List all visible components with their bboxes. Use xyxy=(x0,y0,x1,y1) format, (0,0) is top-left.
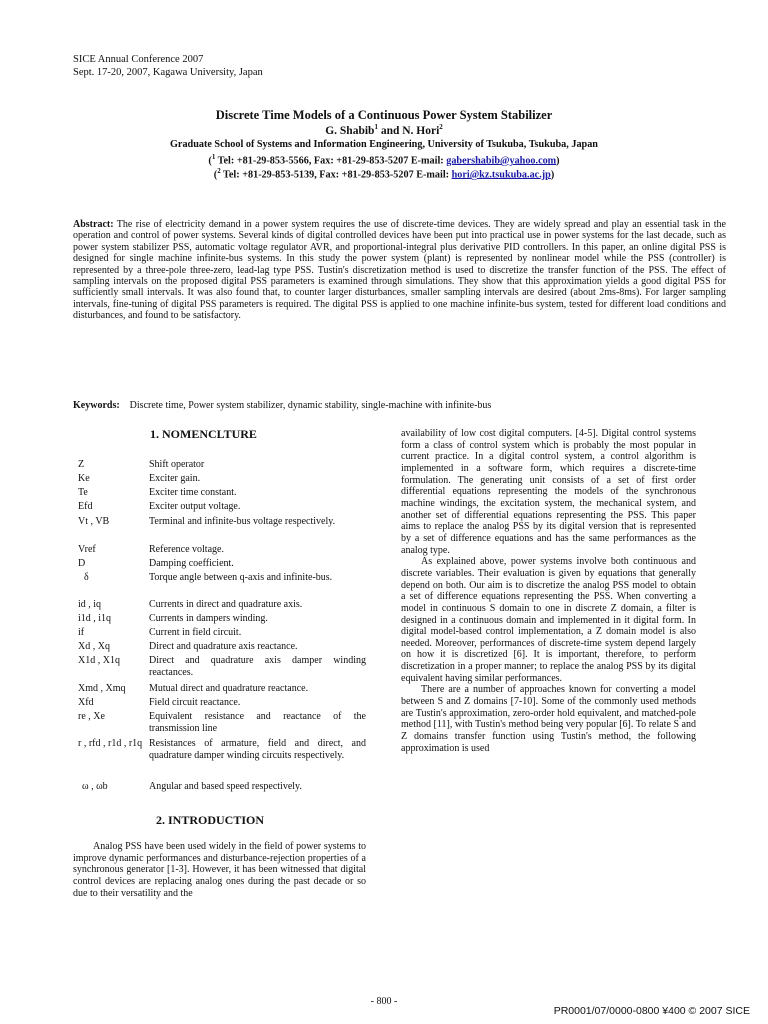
nomenclature-symbol: Vref xyxy=(78,544,96,555)
nomenclature-symbol: Te xyxy=(78,487,88,498)
abstract-label: Abstract: xyxy=(73,219,114,230)
email-link-2[interactable]: hori@kz.tsukuba.ac.jp xyxy=(451,169,551,181)
nomenclature-definition: Direct and quadrature axis reactance. xyxy=(149,641,298,652)
nomenclature-symbol: if xyxy=(78,627,85,638)
nomenclature-symbol: Xmd , Xmq xyxy=(78,683,126,694)
nomenclature-symbol: Xfd xyxy=(78,697,94,708)
body-paragraph: As explained above, power systems involve both continuous and discrete variables. Their evaluation is given by equations that generally depend on both. Our aim is to discretize the analog PSS model to obtain a set of difference equations representing the PSS. When converting a model in continuous S domain to one in discrete Z domain, a filter is designed in a continuous domain and implemented in it digital form. In digital model-based control implementation, a Z domain model is also needed. Moreover, performances of discrete-time system depend largely on how it is discretized [6]. It is important, therefore, to perform discretization in a proper manner; to replace the analog PSS by its digital equivalent having similar performances. xyxy=(401,556,696,684)
nomenclature-symbol: Z xyxy=(78,459,85,470)
contact-line-1 xyxy=(0,153,768,166)
nomenclature-definition: Exciter output voltage. xyxy=(149,501,241,512)
conference-date-place: Sept. 17-20, 2007, Kagawa University, Japan xyxy=(73,67,263,78)
keywords-label: Keywords: xyxy=(73,400,120,411)
nomenclature-definition: Current in field circuit. xyxy=(149,627,242,638)
abstract-text: The rise of electricity demand in a power system requires the use of discrete-time devices. They are widely spread and play an essential task in the operation and control of power systems. Several kinds of digital controlled devices have been put into practical use in power systems for the last decade, such as power system stabilizer PSS, automatic voltage regulator AVR, and proportional-integral plus derivative PID controllers. In this paper, an online digital PSS is designed for single machine infinite-bus systems. In this study the power system (plant) is represented by nonlinear model while the PSS (controller) is represented by a three-pole three-zero, lead-lag type PSS. Tustin's discretization method is used to discretize the transfer function of the PSS. The effect of sampling intervals on the proposed digital PSS parameters is examined through simulations. They show that this approximation yields a good digital PSS for sufficiently small intervals. It was also found that, to counter larger disturbances, smaller sampling intervals are desired (about 2ms-8ms). For larger sampling intervals, fine-tuning of digital PSS parameters is required. The digital PSS is applied to one machine infinite-bus system, tested for different load conditions and disturbances, and found to be satisfactory. xyxy=(73,219,726,322)
contact-line-2 xyxy=(0,167,768,180)
page-number: - 800 - xyxy=(370,996,398,1007)
nomenclature-symbol: Xd , Xq xyxy=(78,641,110,652)
body-paragraph: availability of low cost digital computers. [4-5]. Digital control systems form a class of control system which is probably the most popular in current practice. In a digital control system, a control algorithm is implemented in a software form, which requires a discrete-time formulation. The generating unit consists of a set of first order differential equations representing the models of the synchronous machine windings, the excitation system, the mechanical system, and another set of differential equations representing the PSS. This paper aims to replace the analog PSS by its digital version that is represented by a set of difference equations and has the same performances as the analog type. xyxy=(401,428,696,556)
nomenclature-symbol: id , iq xyxy=(78,599,102,610)
contact-1-sup: 1 xyxy=(211,153,216,161)
nomenclature-definition: Terminal and infinite-bus voltage respectively. xyxy=(149,516,336,527)
affiliation: Graduate School of Systems and Information Engineering, University of Tsukuba, Tsukuba, Japan xyxy=(170,139,598,150)
nomenclature-symbol: re , Xe xyxy=(78,711,105,722)
nomenclature-definition: Exciter time constant. xyxy=(149,487,237,498)
introduction-paragraph: Analog PSS have been used widely in the field of power systems to improve dynamic performances and disturbance-rejection properties of a synchronous generator [1-3]. However, it has been witnessed that digital control devices are replacing analog ones during the past decade or so due to their versatility and the xyxy=(73,841,366,899)
keywords-text: Discrete time, Power system stabilizer, dynamic stability, single-machine with infinite-bus xyxy=(129,400,492,411)
nomenclature-definition: Torque angle between q-axis and infinite-bus. xyxy=(149,572,333,583)
right-column xyxy=(401,428,696,754)
nomenclature-definition: Currents in direct and quadrature axis. xyxy=(149,599,303,610)
nomenclature-heading: 1. NOMENCLTURE xyxy=(150,427,257,441)
contact-1-open: ( xyxy=(208,155,212,167)
nomenclature-symbol: X1d , X1q xyxy=(78,655,120,666)
body-paragraph: There are a number of approaches known for converting a model between S and Z domains [7-10]. Some of the commonly used methods are Tustin's approximation, zero-order hold equivalent, and matched-pole method [11], with Tustin's method being very popular [6]. To relate S and Z domains transfer function using Tustin's method, the following approximation is used xyxy=(401,684,696,754)
introduction-body xyxy=(73,841,366,899)
nomenclature-symbol: Vt , VB xyxy=(78,516,110,527)
nomenclature-definition: Currents in dampers winding. xyxy=(149,613,268,624)
contact-1-close: ) xyxy=(556,155,560,167)
paper-authors xyxy=(0,123,768,137)
contact-2-open: ( xyxy=(213,169,218,181)
nomenclature-definition: Field circuit reactance. xyxy=(149,697,241,708)
nomenclature-definition: Mutual direct and quadrature reactance. xyxy=(149,683,309,694)
author-2: and N. Hori xyxy=(377,124,440,137)
email-link-1[interactable]: gabershabib@yahoo.com xyxy=(446,155,557,167)
author-1: G. Shabib xyxy=(325,124,375,137)
nomenclature-symbol: Ke xyxy=(78,473,90,484)
nomenclature-definition: Shift operator xyxy=(149,459,205,470)
contact-2-sup: 2 xyxy=(217,167,221,175)
nomenclature-symbol: Efd xyxy=(78,501,93,512)
abstract xyxy=(73,219,726,322)
contact-1-text: Tel: +81-29-853-5566, Fax: +81-29-853-5207 E-mail: xyxy=(215,155,447,167)
nomenclature-definition: Exciter gain. xyxy=(149,473,201,484)
nomenclature-definition: Resistances of armature, field and direct, and quadrature damper winding circuits respectively. xyxy=(149,738,366,761)
author-2-sup: 2 xyxy=(439,123,443,131)
nomenclature-symbol: D xyxy=(78,558,86,569)
nomenclature-definition: Damping coefficient. xyxy=(149,558,234,569)
author-1-sup: 1 xyxy=(374,123,378,131)
nomenclature-definition: Equivalent resistance and reactance of the transmission line xyxy=(149,711,366,734)
nomenclature-definition: Reference voltage. xyxy=(149,544,224,555)
contact-2-text: Tel: +81-29-853-5139, Fax: +81-29-853-5207 E-mail: xyxy=(220,169,452,181)
conference-name: SICE Annual Conference 2007 xyxy=(73,54,204,65)
paper-title: Discrete Time Models of a Continuous Power System Stabilizer xyxy=(215,108,553,122)
nomenclature-symbol: δ xyxy=(84,572,89,583)
nomenclature-symbol: r , rfd , r1d , r1q xyxy=(78,738,143,749)
keywords xyxy=(73,400,491,411)
nomenclature-definition: Angular and based speed respectively. xyxy=(149,781,302,792)
introduction-heading: 2. INTRODUCTION xyxy=(156,813,265,827)
copyright-code: PR0001/07/0000-0800 ¥400 © 2007 SICE xyxy=(553,1005,750,1017)
nomenclature-symbol: i1d , i1q xyxy=(78,613,112,624)
nomenclature-symbol: ω , ωb xyxy=(82,781,108,792)
nomenclature-definition: Direct and quadrature axis damper winding reactances. xyxy=(149,655,366,678)
contact-2-close: ) xyxy=(550,169,555,181)
